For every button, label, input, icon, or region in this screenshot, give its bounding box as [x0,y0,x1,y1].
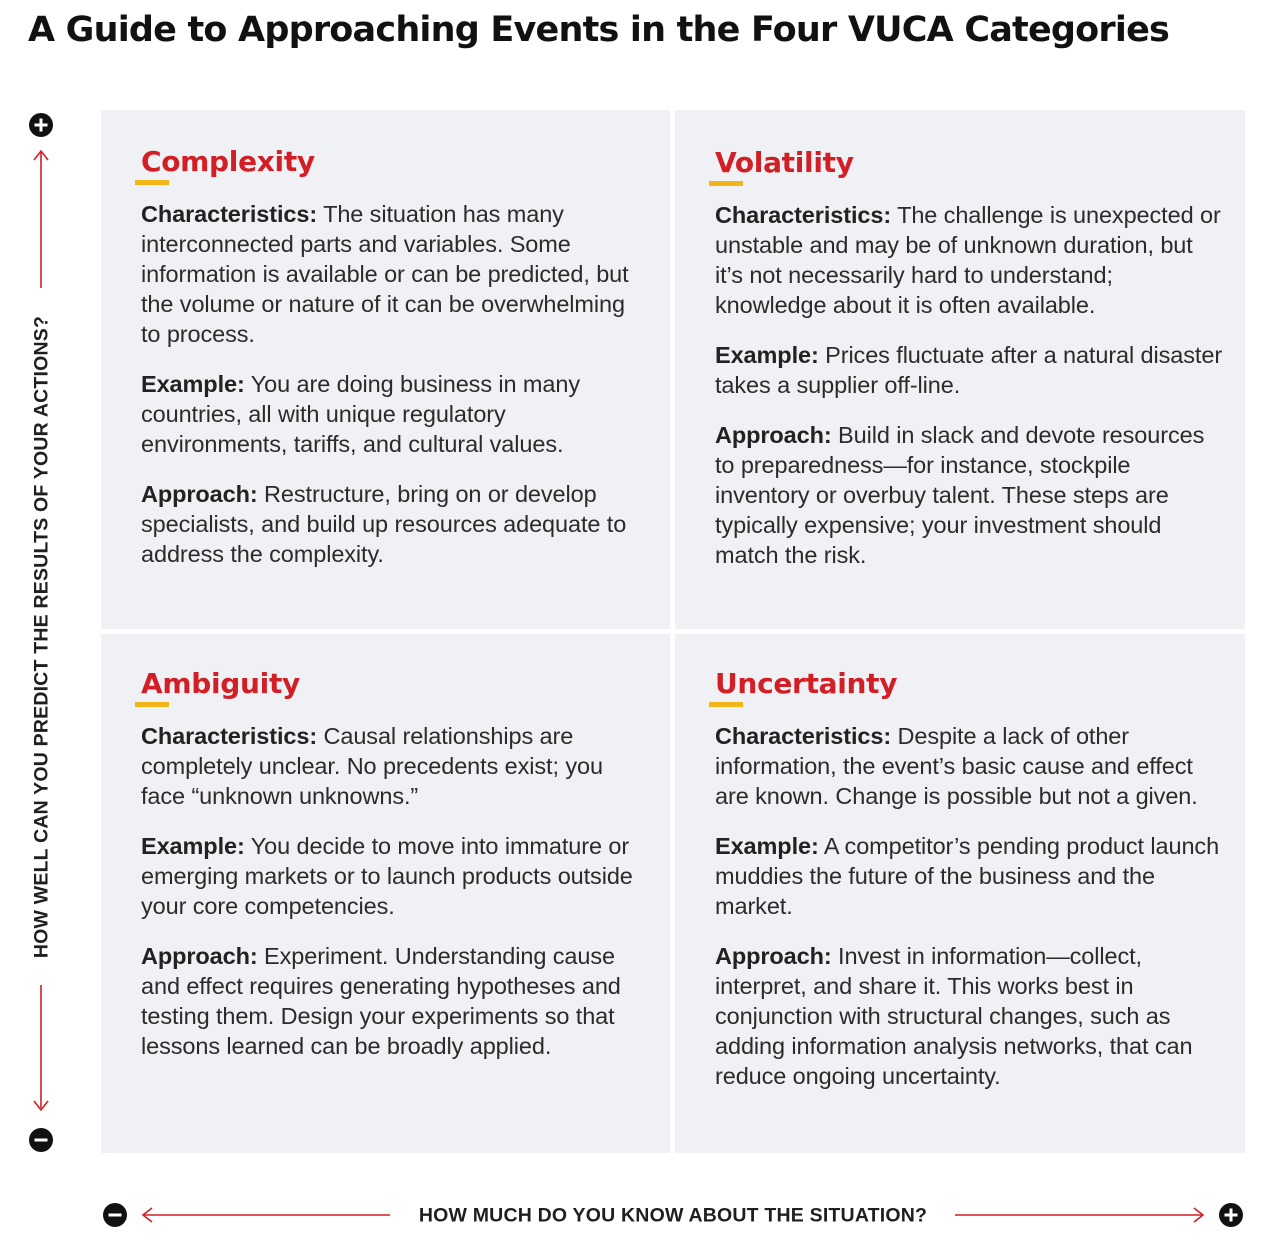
example-body: You decide to move into immature or emerging markets or to launch products outside your core competencies. [141,833,633,919]
approach-label: Approach: [715,422,832,448]
minus-icon [29,1128,53,1152]
approach-text [141,479,650,569]
heading-underline [709,181,743,186]
minus-icon [103,1203,127,1227]
characteristics-label: Characteristics: [715,723,892,749]
approach-label: Approach: [141,943,258,969]
plus-icon [29,113,53,137]
approach-text [715,941,1225,1091]
characteristics-body: The challenge is unexpected or unstable and may be of unknown duration, but it’s not necessarily hard to understand; knowledge about it is often available. [715,202,1221,318]
characteristics-label: Characteristics: [141,723,318,749]
quadrant-heading: Complexity [141,145,315,178]
characteristics-label: Characteristics: [715,202,892,228]
quadrant-uncertainty [675,634,1245,1153]
approach-label: Approach: [715,943,832,969]
quadrant-heading: Volatility [715,146,854,179]
approach-body: Invest in information—collect, interpret, and share it. This works best in conjunction with structural changes, such as adding information analysis networks, that can reduce ongoing uncertainty. [715,943,1193,1089]
approach-body: Experiment. Understanding cause and effect requires generating hypotheses and testing them. Design your experiments so that lessons learned can be broadly applied. [141,943,621,1059]
example-text [141,831,650,921]
heading-underline [135,180,169,185]
heading-underline [709,702,743,707]
page-title: A Guide to Approaching Events in the Four VUCA Categories [28,10,1170,50]
characteristics-body: Causal relationships are completely unclear. No precedents exist; you face “unknown unknowns.” [141,723,603,809]
example-body: You are doing business in many countries, all with unique regulatory environments, tariffs, and cultural values. [141,371,580,457]
characteristics-body: Despite a lack of other information, the event’s basic cause and effect are known. Change is possible but not a given. [715,723,1198,809]
example-body: Prices fluctuate after a natural disaster takes a supplier off-line. [715,342,1223,398]
quadrant-heading: Uncertainty [715,667,898,700]
approach-text [141,941,650,1061]
quadrant-volatility [675,110,1245,629]
plus-icon [1219,1203,1243,1227]
example-label: Example: [715,342,819,368]
example-text [141,369,650,459]
example-label: Example: [141,371,245,397]
example-text [715,831,1225,921]
quadrant-ambiguity [101,634,670,1153]
example-text [715,340,1225,400]
vertical-axis-label: HOW WELL CAN YOU PREDICT THE RESULTS OF YOUR ACTIONS? [30,315,53,959]
characteristics-text [715,200,1225,320]
example-body: A competitor’s pending product launch muddies the future of the business and the market. [715,833,1220,919]
approach-label: Approach: [141,481,258,507]
example-label: Example: [141,833,245,859]
characteristics-body: The situation has many interconnected parts and variables. Some information is available or can be predicted, but the volume or nature of it can be overwhelming to process. [141,201,629,347]
characteristics-text [141,721,650,811]
heading-underline [135,702,169,707]
characteristics-label: Characteristics: [141,201,318,227]
quadrant-heading: Ambiguity [141,667,300,700]
characteristics-text [141,199,650,349]
approach-text [715,420,1225,570]
characteristics-text [715,721,1225,811]
approach-body: Build in slack and devote resources to preparedness—for instance, stockpile inventory or overbuy talent. These steps are typically expensive; your investment should match the risk. [715,422,1205,568]
horizontal-axis-label: HOW MUCH DO YOU KNOW ABOUT THE SITUATION? [418,1204,928,1227]
approach-body: Restructure, bring on or develop specialists, and build up resources adequate to address the complexity. [141,481,627,567]
example-label: Example: [715,833,819,859]
quadrant-complexity [101,110,670,629]
